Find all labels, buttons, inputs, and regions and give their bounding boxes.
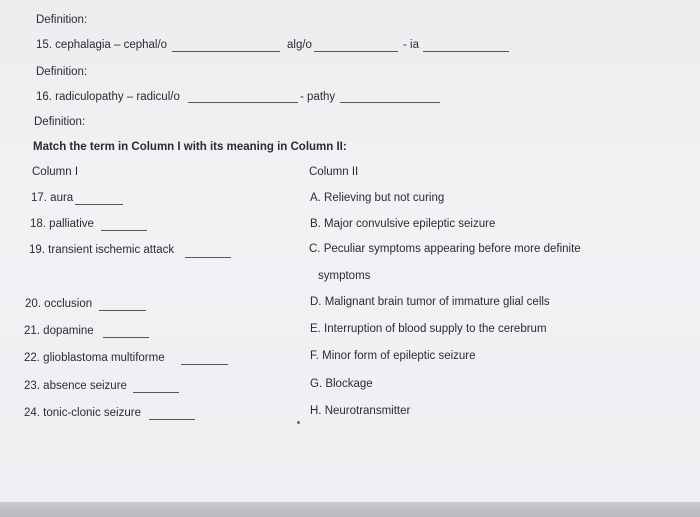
term-24-blank[interactable] (149, 419, 195, 420)
term-17: 17. aura (31, 192, 74, 204)
meaning-c-continued: symptoms (318, 270, 371, 282)
q15-blank-2[interactable] (314, 51, 398, 52)
q15-suffix: - ia (403, 39, 419, 51)
term-19-blank[interactable] (185, 257, 231, 258)
term-18: 18. palliative (30, 218, 94, 230)
term-19: 19. transient ischemic attack (29, 244, 175, 256)
q15-combining-form: alg/o (287, 39, 312, 51)
term-24: 24. tonic-clonic seizure (24, 407, 141, 419)
q16-blank-2[interactable] (340, 102, 440, 103)
q15-blank-3[interactable] (423, 51, 509, 52)
meaning-f: F. Minor form of epileptic seizure (310, 350, 476, 362)
q16-suffix: - pathy (300, 91, 336, 103)
term-22: 22. glioblastoma multiforme (24, 352, 165, 364)
term-23: 23. absence seizure (24, 380, 127, 392)
meaning-g: G. Blockage (310, 378, 373, 390)
meaning-e: E. Interruption of blood supply to the cerebrum (310, 323, 547, 335)
term-21-blank[interactable] (103, 337, 149, 338)
term-22-blank[interactable] (181, 364, 228, 365)
term-17-blank[interactable] (75, 204, 123, 205)
term-18-blank[interactable] (101, 230, 147, 231)
meaning-h: H. Neurotransmitter (310, 405, 411, 417)
definition-label-3: Definition: (34, 116, 86, 128)
meaning-b: B. Major convulsive epileptic seizure (310, 218, 496, 230)
q16-blank-1[interactable] (188, 102, 298, 103)
term-20-blank[interactable] (99, 310, 146, 311)
definition-label-1: Definition: (36, 14, 88, 26)
matching-instructions: Match the term in Column I with its meaning in Column II: (33, 141, 347, 153)
q15-blank-1[interactable] (172, 51, 280, 52)
q15-label: 15. cephalagia – cephal/o (36, 39, 168, 51)
term-21: 21. dopamine (24, 325, 94, 337)
definition-label-2: Definition: (36, 66, 88, 78)
page-bottom-edge (0, 502, 700, 517)
meaning-a: A. Relieving but not curing (310, 192, 445, 204)
meaning-d: D. Malignant brain tumor of immature glial cells (310, 296, 550, 308)
stray-mark (297, 421, 300, 424)
term-23-blank[interactable] (133, 392, 179, 393)
term-20: 20. occlusion (25, 298, 93, 310)
q16-label: 16. radiculopathy – radicul/o (36, 91, 180, 103)
meaning-c: C. Peculiar symptoms appearing before more definite (309, 243, 581, 255)
column-2-header: Column II (309, 166, 359, 178)
column-1-header: Column I (32, 166, 79, 178)
